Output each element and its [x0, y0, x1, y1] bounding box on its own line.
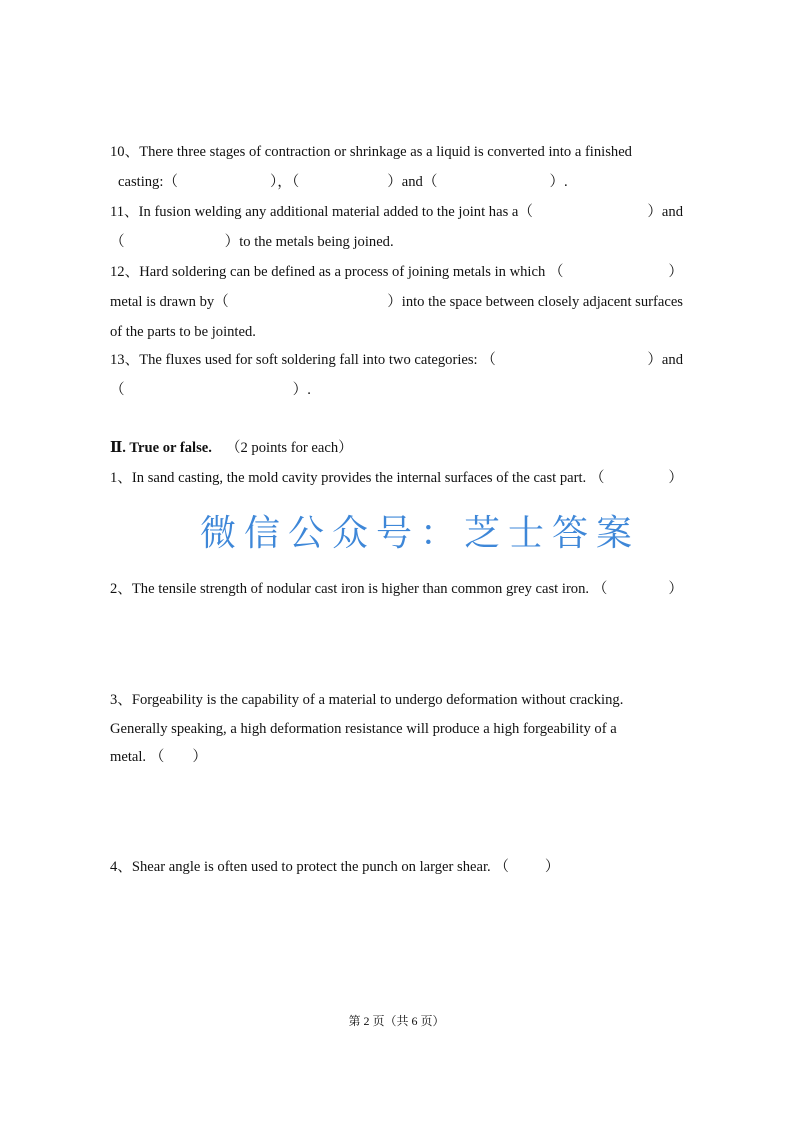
q11-text: ）and — [647, 204, 683, 220]
tf-q3-line3 — [110, 748, 207, 766]
q10-text: ），（ — [270, 174, 300, 190]
page-footer: 第 2 页（共 6 页） — [348, 1014, 445, 1028]
q12-line1 — [110, 263, 683, 281]
tf-q1-text: 1、In sand casting, the mold cavity provides the internal surfaces of the cast part. （ — [110, 470, 605, 486]
tf-q4 — [110, 858, 560, 876]
q10-text: ）. — [549, 174, 568, 190]
section-points: （2 points for each） — [225, 440, 353, 456]
tf-q1 — [110, 469, 683, 487]
tf-q4-text: ） — [544, 859, 560, 875]
tf-q4-text: 4、Shear angle is often used to protect the punch on larger shear. （ — [110, 859, 509, 875]
tf-q3-text: metal. （ — [110, 749, 165, 765]
q10-line2 — [118, 173, 568, 191]
q12-line2 — [110, 293, 683, 311]
q12-line3: of the parts to be jointed. — [110, 324, 256, 340]
tf-q1-answer-box[interactable]: ） — [668, 470, 683, 486]
tf-q2-text: 2、The tensile strength of nodular cast iron is higher than common grey cast iron. （ — [110, 581, 608, 597]
watermark: 微信公众号：芝士答案 — [200, 513, 641, 554]
q12-text: 12、Hard soldering can be defined as a process of joining metals in which （ — [110, 264, 564, 280]
q11-text: ）to the metals being joined. — [224, 234, 394, 250]
q11-line2 — [110, 233, 394, 251]
q13-line1 — [110, 351, 683, 369]
tf-q3-line2: Generally speaking, a high deformation resistance will produce a high forgeability of a — [110, 721, 617, 737]
tf-q2 — [110, 580, 683, 598]
q13-text: ）and — [647, 352, 683, 368]
q12-text: metal is drawn by（ — [110, 294, 229, 310]
tf-q3-line1: 3、Forgeability is the capability of a material to undergo deformation without cracking. — [110, 692, 624, 708]
q10-text: casting:（ — [118, 174, 178, 190]
q13-text: 13、The fluxes used for soft soldering fall into two categories: （ — [110, 352, 496, 368]
q13-line2 — [110, 381, 311, 399]
tf-q2-answer-box[interactable]: ） — [668, 581, 683, 597]
q10-text: ）and（ — [387, 174, 438, 190]
q12-text: ）into the space between closely adjacent surfaces — [387, 294, 683, 310]
q10-line1: 10、There three stages of contraction or shrinkage as a liquid is converted into a finished — [110, 144, 632, 160]
q11-text: （ — [110, 234, 125, 250]
section2-heading — [110, 439, 353, 457]
q13-text: ）. — [292, 382, 311, 398]
q13-text: （ — [110, 382, 125, 398]
q11-line1 — [110, 203, 683, 221]
q11-text: 11、In fusion welding any additional material added to the joint has a（ — [110, 204, 533, 220]
q12-text: ） — [668, 264, 683, 280]
section-title: Ⅱ. True or false. — [110, 440, 212, 456]
tf-q3-text: ） — [192, 749, 207, 765]
